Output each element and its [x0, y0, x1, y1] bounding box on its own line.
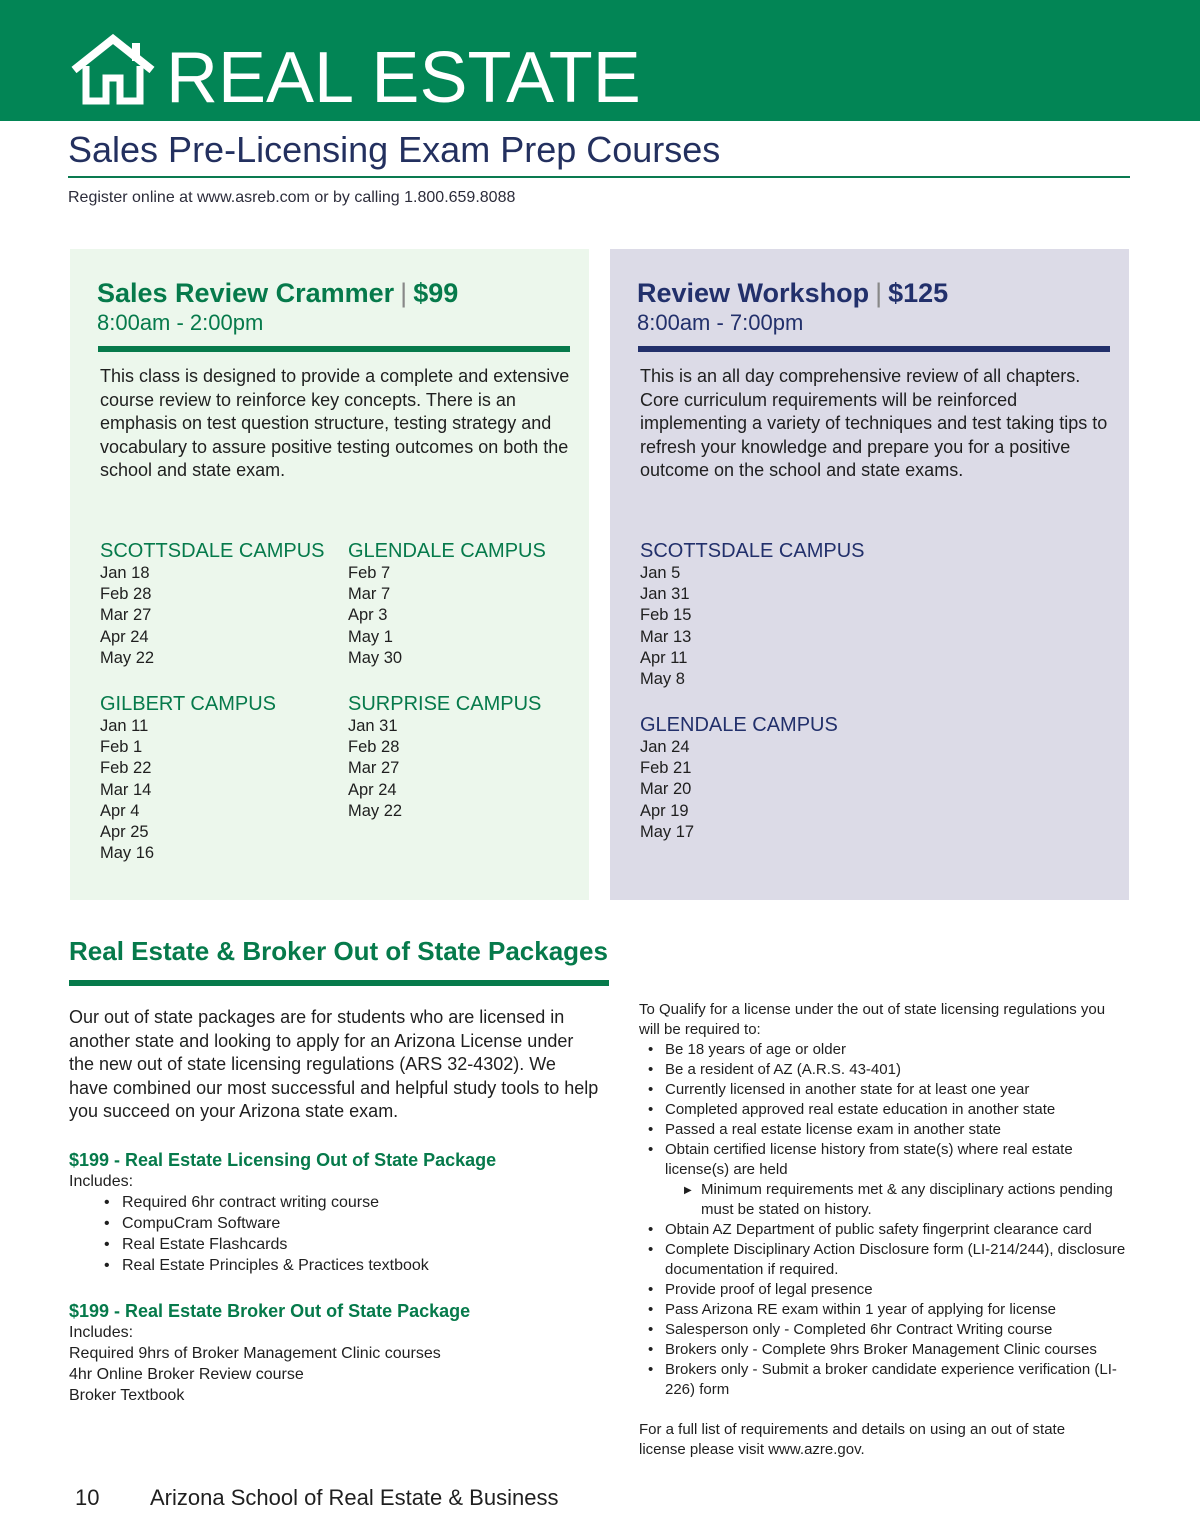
- date-item: Feb 28: [348, 738, 400, 757]
- crammer-time: 8:00am - 2:00pm: [97, 310, 264, 335]
- page-subtitle: Sales Pre-Licensing Exam Prep Courses: [68, 129, 721, 170]
- list-item: • Passed a real estate license exam in another state: [645, 1120, 1130, 1140]
- packages-intro: Our out of state packages are for students who are licensed in another state and looking to apply for an Arizona License under the new out of state licensing regulations (ARS 32-4302). We have combined our most successful and helpful study tools to help you succeed on your Arizona state exam.: [69, 1007, 599, 1121]
- campus-gilbert: [100, 692, 276, 864]
- list-item: Broker Textbook: [69, 1387, 185, 1404]
- list-item: • Real Estate Principles & Practices textbook: [104, 1255, 429, 1276]
- date-item: May 16: [100, 844, 155, 863]
- date-item: Mar 14: [100, 780, 152, 799]
- campus-scottsdale: [100, 539, 324, 669]
- list-item: • Complete Disciplinary Action Disclosure form (LI-214/244), disclosure documentation if required.: [645, 1240, 1130, 1280]
- licensing-package-title: $199 - Real Estate Licensing Out of State Package: [69, 1150, 497, 1170]
- campus-glendale: [348, 539, 546, 669]
- sub-list-item: ▶ Minimum requirements met & any disciplinary actions pending must be stated on history.: [645, 1180, 1130, 1220]
- date-item: Mar 27: [100, 606, 152, 625]
- licensing-package-items: [104, 1192, 429, 1276]
- crammer-divider: [98, 346, 570, 352]
- requirements-intro: To Qualify for a license under the out of state licensing regulations you will be required to:: [639, 1001, 1106, 1038]
- list-item: 4hr Online Broker Review course: [69, 1366, 304, 1383]
- date-item: May 8: [640, 670, 685, 689]
- requirements-outro: For a full list of requirements and details on using an out of state license please visit www.azre.gov.: [639, 1421, 1066, 1458]
- requirements-list: [645, 1040, 1130, 1400]
- crammer-name: Sales Review Crammer: [97, 278, 395, 308]
- section-title: Real Estate & Broker Out of State Packages: [69, 936, 608, 966]
- date-item: Apr 24: [100, 627, 149, 646]
- date-item: Feb 1: [100, 738, 143, 757]
- divider: [68, 176, 1130, 178]
- date-item: Apr 11: [640, 648, 688, 667]
- date-list: [100, 716, 276, 864]
- footer-org: Arizona School of Real Estate & Business: [150, 1485, 559, 1510]
- campus-glendale: [640, 713, 838, 843]
- list-item: • Completed approved real estate education in another state: [645, 1100, 1130, 1120]
- date-item: Apr 19: [640, 801, 689, 820]
- date-item: Apr 4: [100, 801, 140, 820]
- date-item: Jan 5: [640, 564, 681, 582]
- list-item: • Pass Arizona RE exam within 1 year of applying for license: [645, 1300, 1130, 1320]
- workshop-divider: [638, 346, 1110, 352]
- page-number: 10: [75, 1485, 100, 1510]
- date-list: [348, 563, 546, 669]
- date-item: Mar 20: [640, 780, 692, 799]
- header-banner: [0, 0, 1200, 121]
- includes-label: Includes:: [69, 1173, 134, 1190]
- date-item: Mar 13: [640, 627, 692, 646]
- date-item: Feb 7: [348, 564, 391, 582]
- workshop-price: $125: [888, 278, 949, 308]
- workshop-time: 8:00am - 7:00pm: [637, 310, 804, 335]
- date-item: May 1: [348, 627, 393, 646]
- crammer-price: $99: [413, 278, 459, 308]
- title-separator: |: [875, 278, 883, 308]
- list-item: • Brokers only - Complete 9hrs Broker Management Clinic courses: [645, 1340, 1130, 1360]
- date-item: Mar 7: [348, 585, 391, 604]
- workshop-description: This is an all day comprehensive review of all chapters. Core curriculum requirements will be reinforced implementing a variety of techniques and test taking tips to refresh your knowledge and prepare you for a positive outcome on the school and state exams.: [640, 366, 1108, 480]
- date-item: Apr 24: [348, 780, 397, 799]
- list-item: • Be 18 years of age or older: [645, 1040, 1130, 1060]
- campus-name: SCOTTSDALE CAMPUS: [640, 540, 865, 562]
- date-list: [100, 563, 324, 669]
- date-item: Jan 11: [100, 717, 149, 735]
- date-item: Mar 27: [348, 759, 400, 778]
- date-item: Feb 15: [640, 606, 692, 625]
- campus-name: GILBERT CAMPUS: [100, 693, 276, 715]
- date-item: Jan 24: [640, 738, 690, 756]
- list-item: • Provide proof of legal presence: [645, 1280, 1130, 1300]
- date-list: [640, 737, 838, 843]
- date-item: Jan 31: [640, 585, 690, 604]
- house-icon: [70, 34, 156, 106]
- workshop-name: Review Workshop: [637, 278, 870, 308]
- list-item: • Brokers only - Submit a broker candidate experience verification (LI-226) form: [645, 1360, 1130, 1400]
- includes-label: Includes:: [69, 1324, 134, 1341]
- date-item: Feb 28: [100, 585, 152, 604]
- campus-name: SCOTTSDALE CAMPUS: [100, 540, 325, 562]
- list-item: • Be a resident of AZ (A.R.S. 43-401): [645, 1060, 1130, 1080]
- campus-surprise: [348, 692, 541, 822]
- title-separator: |: [400, 278, 408, 308]
- list-item: • Obtain AZ Department of public safety fingerprint clearance card: [645, 1220, 1130, 1240]
- date-item: Jan 31: [348, 717, 398, 735]
- register-info: Register online at www.asreb.com or by calling 1.800.659.8088: [68, 189, 516, 206]
- date-item: May 22: [348, 801, 403, 820]
- broker-package-title: $199 - Real Estate Broker Out of State Package: [69, 1301, 471, 1321]
- campus-scottsdale: [640, 539, 864, 690]
- crammer-panel: [70, 249, 589, 900]
- list-item: Required 9hrs of Broker Management Clinic courses: [69, 1345, 441, 1362]
- list-item: • Required 6hr contract writing course: [104, 1192, 429, 1213]
- list-item: • Salesperson only - Completed 6hr Contract Writing course: [645, 1320, 1130, 1340]
- campus-name: GLENDALE CAMPUS: [348, 540, 546, 562]
- list-item: • Currently licensed in another state for at least one year: [645, 1080, 1130, 1100]
- broker-package-items: [69, 1343, 441, 1406]
- workshop-panel: [610, 249, 1129, 900]
- workshop-title: [637, 277, 948, 309]
- page-title: REAL ESTATE: [166, 38, 641, 118]
- list-item: • CompuCram Software: [104, 1213, 429, 1234]
- list-item: • Obtain certified license history from state(s) where real estate license(s) are held: [645, 1140, 1130, 1180]
- crammer-description: This class is designed to provide a complete and extensive course review to reinforce key concepts. There is an emphasis on test question structure, testing strategy and vocabulary to assure positive testing outcomes on both the school and state exam.: [100, 366, 570, 480]
- date-item: Jan 18: [100, 564, 150, 582]
- campus-name: SURPRISE CAMPUS: [348, 693, 542, 715]
- date-item: Feb 22: [100, 759, 152, 778]
- crammer-title: [97, 277, 458, 309]
- campus-name: GLENDALE CAMPUS: [640, 714, 838, 736]
- section-divider: [69, 980, 609, 986]
- date-item: May 30: [348, 648, 403, 667]
- date-item: May 22: [100, 648, 155, 667]
- date-list: [640, 563, 864, 690]
- date-item: Apr 3: [348, 606, 388, 625]
- list-item: • Real Estate Flashcards: [104, 1234, 429, 1255]
- date-item: Feb 21: [640, 759, 692, 778]
- date-list: [348, 716, 541, 822]
- date-item: May 17: [640, 822, 695, 841]
- date-item: Apr 25: [100, 823, 149, 842]
